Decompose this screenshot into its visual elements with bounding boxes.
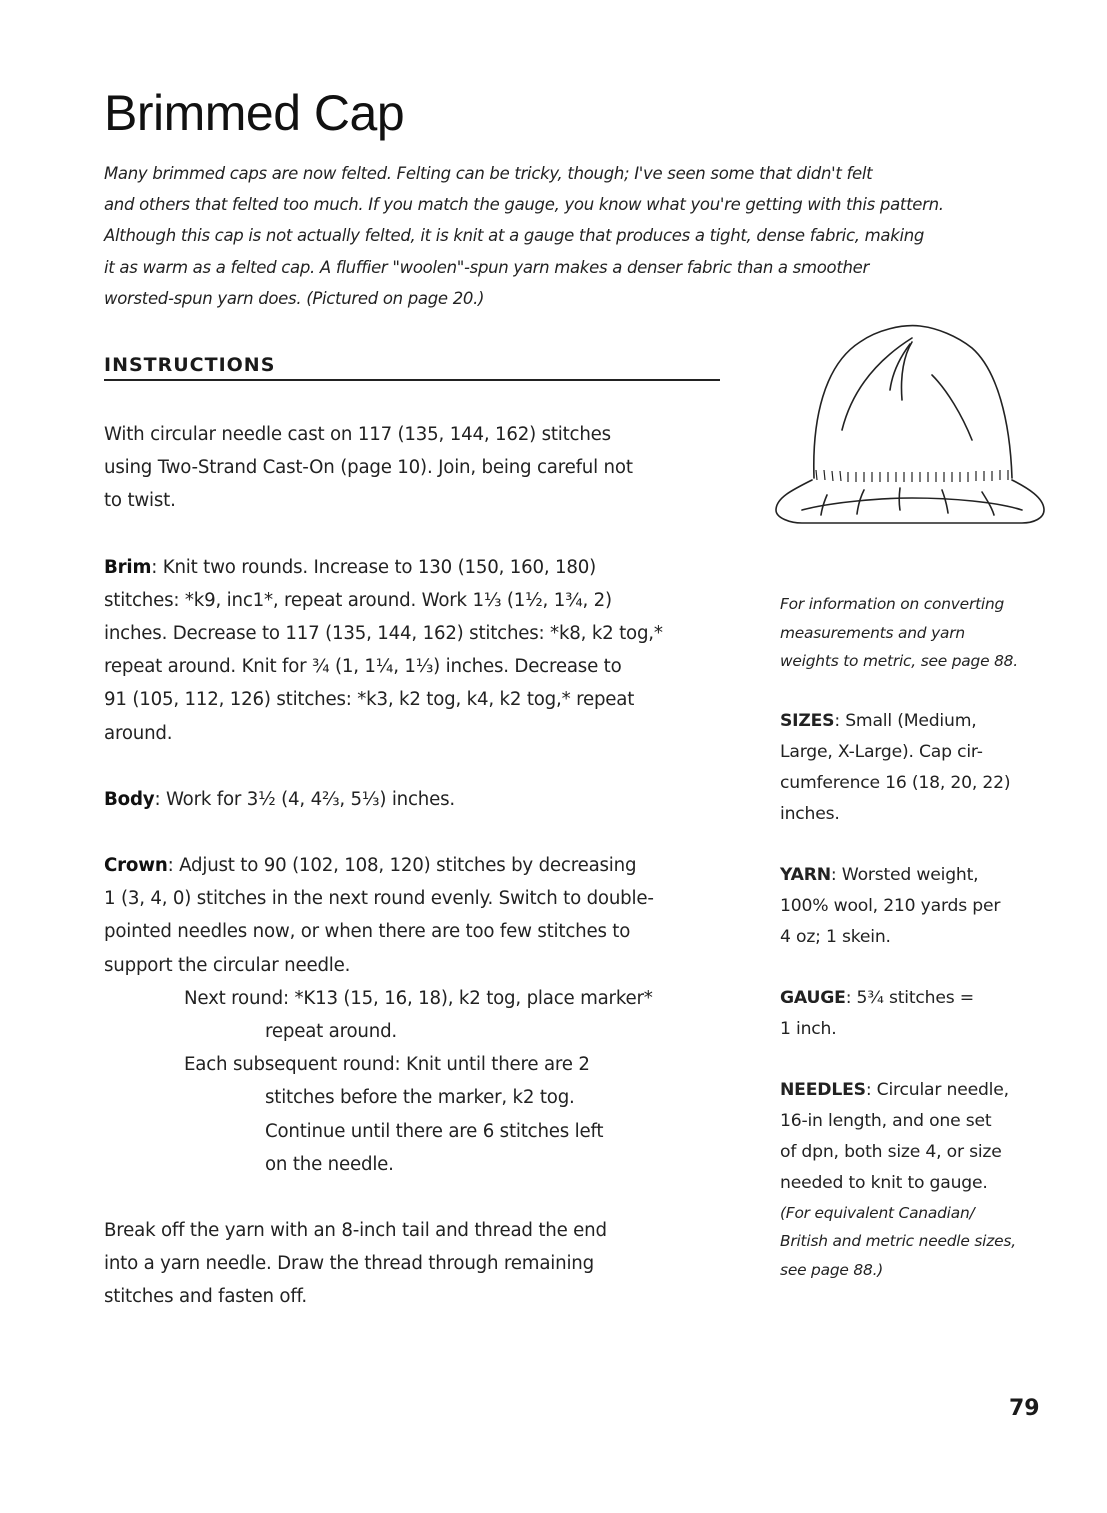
crown-paragraph: Crown: Adjust to 90 (102, 108, 120) stitches by decreasing 1 (3, 4, 0) stitches in the next round evenly. Switch to double- pointed needles now, or when there are too few stitches to support the circular needle. bbox=[104, 855, 654, 976]
finish-paragraph: Break off the yarn with an 8-inch tail and thread the end into a yarn needle. Draw the thread through remaining stitches and fasten off. bbox=[104, 1220, 607, 1308]
intro-line: and others that felted too much. If you match the gauge, you know what you're getting with this pattern. bbox=[104, 195, 944, 215]
sizes-label: SIZES bbox=[780, 710, 835, 731]
needles-label: NEEDLES bbox=[780, 1079, 866, 1100]
body-paragraph: Body: Work for 3½ (4, 4⅔, 5⅓) inches. bbox=[104, 788, 455, 810]
yarn-block: YARN: Worsted weight, 100% wool, 210 yards per 4 oz; 1 skein. bbox=[780, 864, 1001, 947]
page-title: Brimmed Cap bbox=[104, 85, 405, 141]
crown-label: Crown bbox=[104, 855, 168, 877]
next-round-step: Next round: *K13 (15, 16, 18), k2 tog, place marker* repeat around. bbox=[184, 987, 653, 1043]
intro-line: Many brimmed caps are now felted. Felting can be tricky, though; I've seen some that didn't felt bbox=[104, 164, 873, 183]
intro-line: Although this cap is not actually felted, it is knit at a gauge that produces a tight, dense fabric, making bbox=[104, 226, 925, 246]
gauge-label: GAUGE bbox=[780, 987, 846, 1008]
instructions-body bbox=[104, 418, 734, 1347]
intro-line: worsted-spun yarn does. (Pictured on page 20.) bbox=[104, 288, 485, 308]
needles-block: NEEDLES: Circular needle, 16-in length, and one set of dpn, both size 4, or size needed to knit to gauge. bbox=[780, 1079, 1009, 1193]
intro-line: it as warm as a felted cap. A fluffier "woolen"-spun yarn makes a denser fabric than a smoother bbox=[104, 257, 870, 277]
each-round-step: Each subsequent round: Knit until there are 2 stitches before the marker, k2 tog. Continue until there are 6 stitches left on the needle. bbox=[184, 1054, 604, 1175]
needle-size-note: (For equivalent Canadian/ British and metric needle sizes, see page 88.) bbox=[780, 1203, 1016, 1279]
sidebar bbox=[780, 590, 1050, 1285]
brim-paragraph: Brim: Knit two rounds. Increase to 130 (150, 160, 180) stitches: *k9, inc1*, repeat around. Work 1⅓ (1½, 1¾, 2) inches. Decrease to 117 (135, 144, 162) stitches: *k8, k2 tog,* repeat around. Knit for ¾ (1, 1¼, 1⅓) inches. Decrease to 91 (105, 112, 126) stitches: *k3, k2 tog, k4, k2 tog,* repeat around. bbox=[104, 556, 663, 744]
page-number: 79 bbox=[1009, 1396, 1040, 1421]
brimmed-cap-illustration-icon bbox=[772, 320, 1048, 530]
body-label: Body bbox=[104, 788, 155, 810]
sizes-block: SIZES: Small (Medium, Large, X-Large). Cap cir- cumference 16 (18, 20, 22) inches. bbox=[780, 710, 1011, 824]
intro-paragraph bbox=[104, 158, 1049, 314]
yarn-label: YARN bbox=[780, 864, 831, 885]
cast-on-paragraph: With circular needle cast on 117 (135, 144, 162) stitches using Two-Strand Cast-On (page 10). Join, being careful not to twist. bbox=[104, 424, 633, 512]
gauge-block: GAUGE: 5¾ stitches = 1 inch. bbox=[780, 987, 974, 1039]
metric-note: For information on converting measurements and yarn weights to metric, see page 88. bbox=[780, 595, 1018, 671]
instructions-heading: INSTRUCTIONS bbox=[104, 354, 720, 381]
brim-label: Brim bbox=[104, 556, 152, 578]
